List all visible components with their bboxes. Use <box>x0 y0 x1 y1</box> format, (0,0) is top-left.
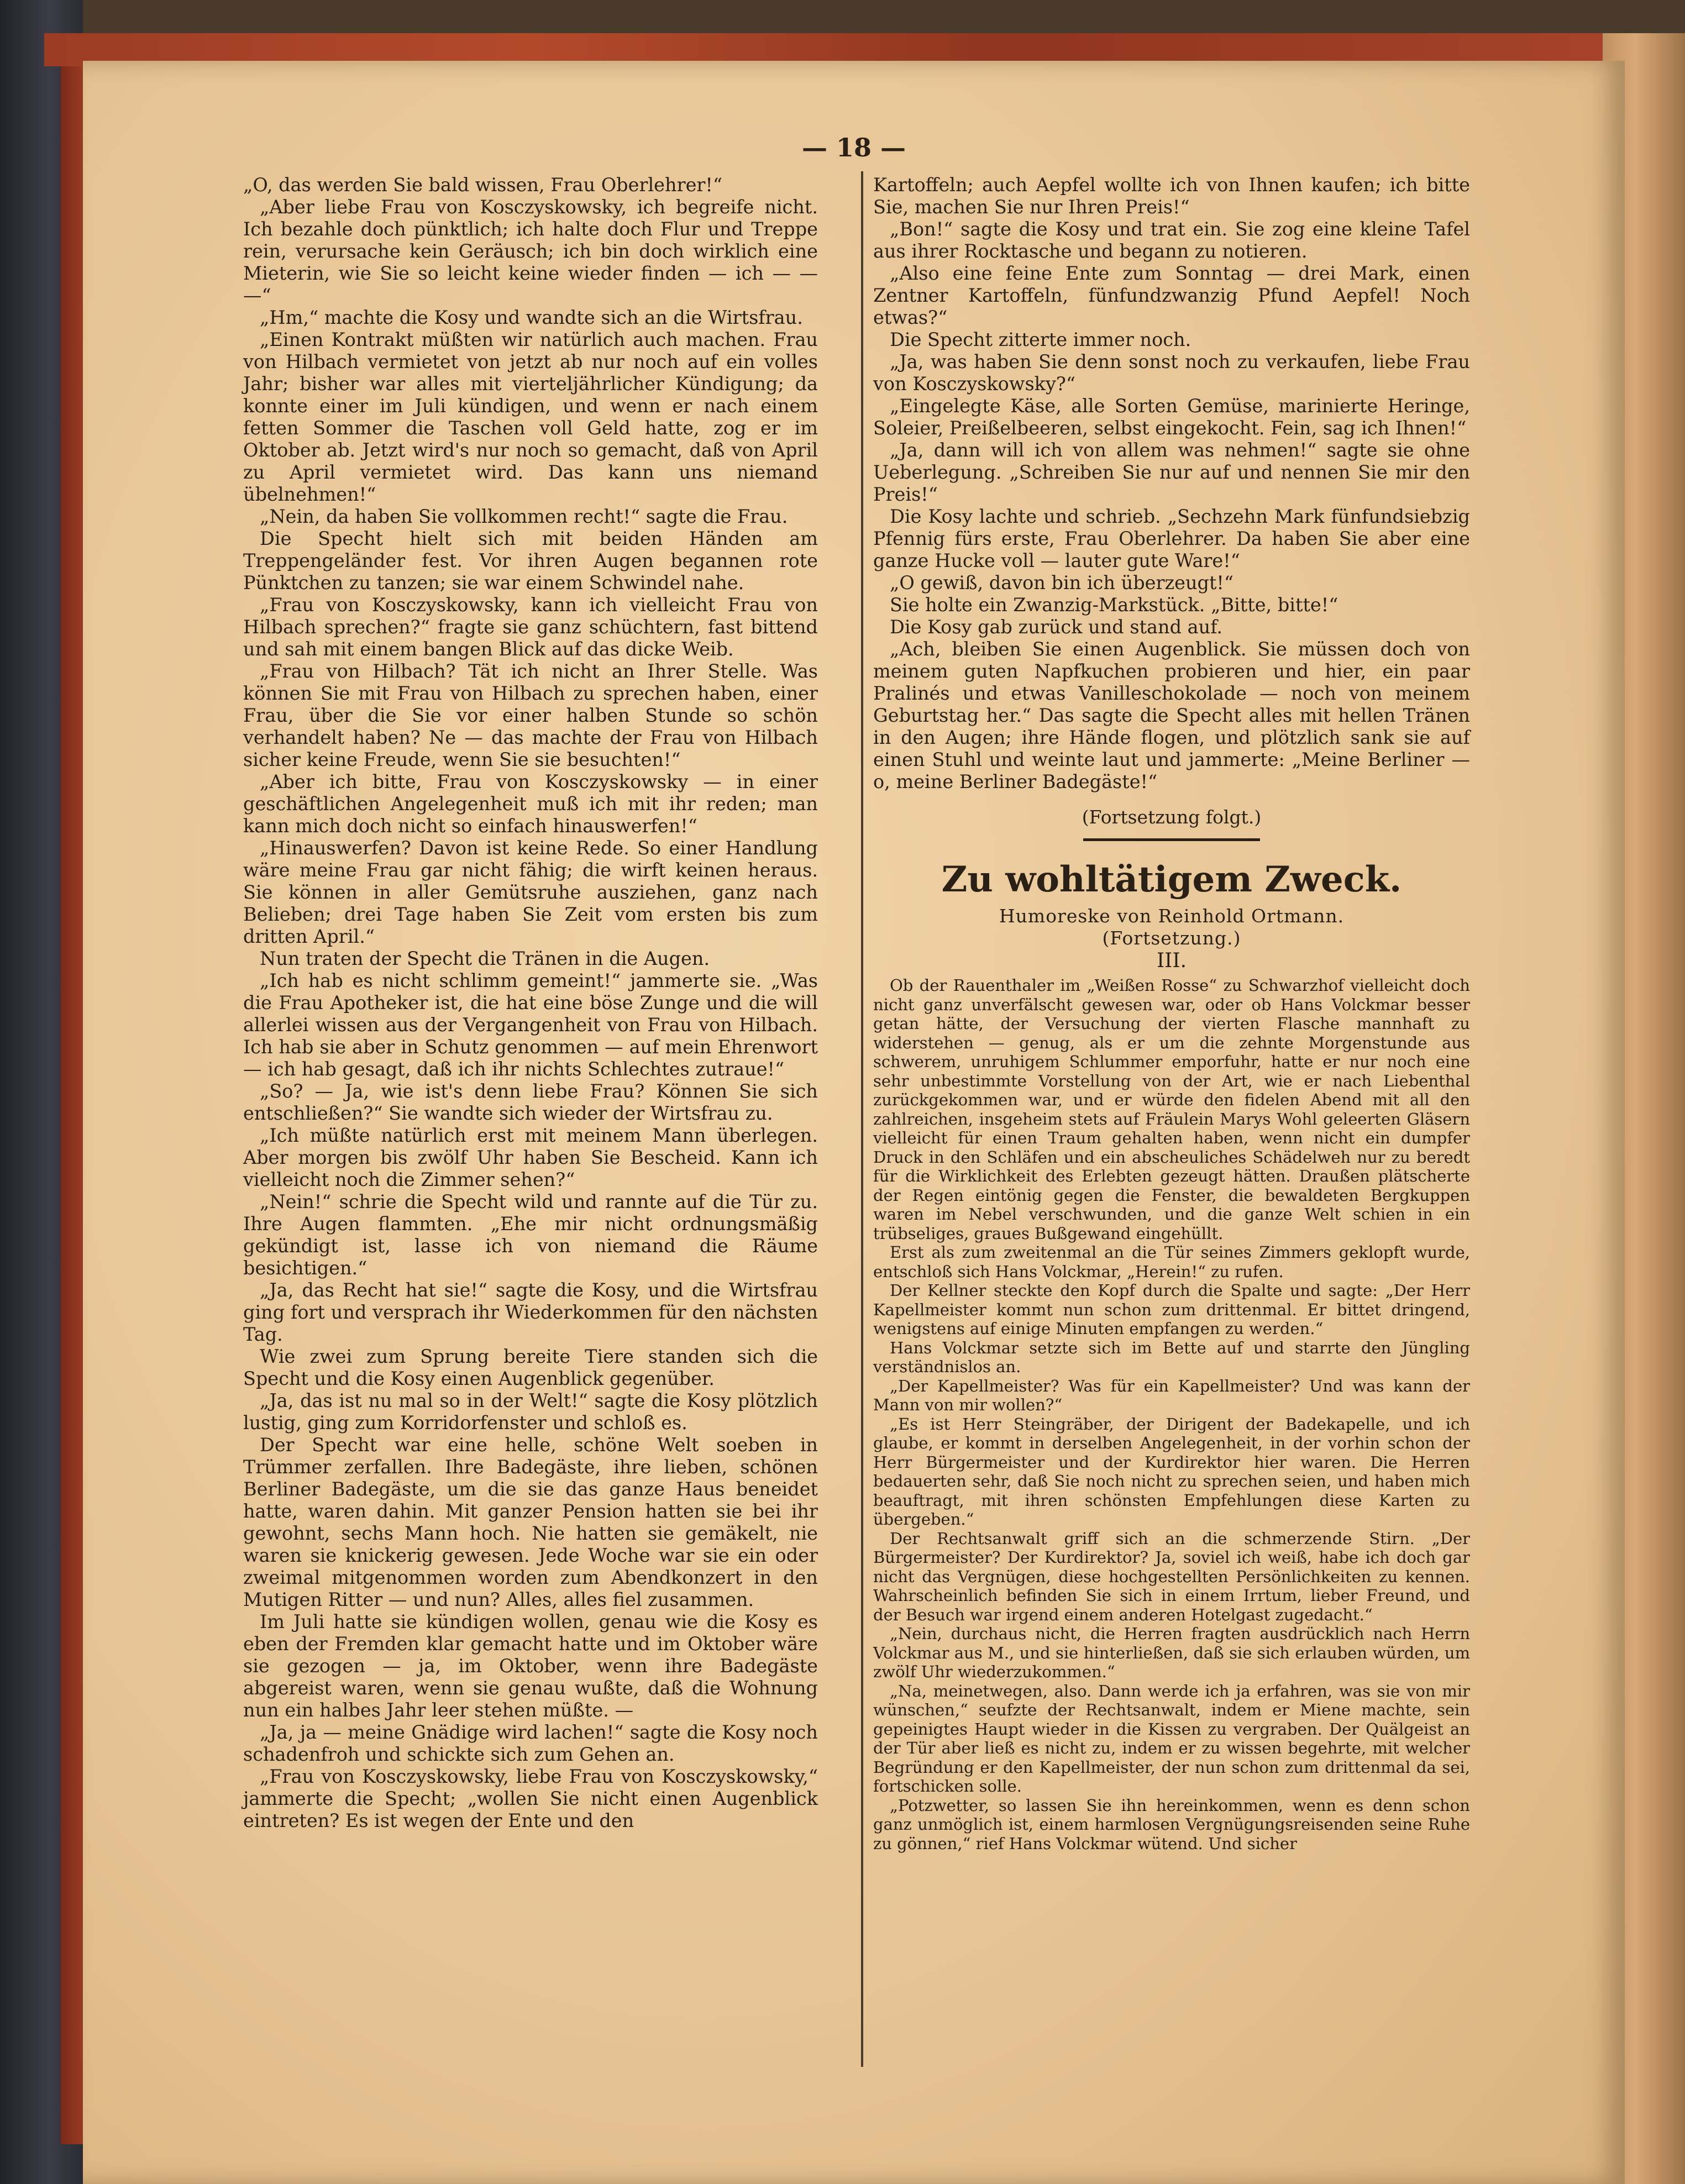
story-body <box>873 976 1470 1853</box>
right-column <box>873 174 1470 1853</box>
continued-note: (Fortsetzung folgt.) <box>1082 806 1262 828</box>
paragraph: „Eingelegte Käse, alle Sorten Gemüse, marinierte Heringe, Soleier, Preißelbeeren, selbst eingekocht. Fein, sag ich Ihnen!“ <box>873 395 1470 439</box>
paragraph: Im Juli hatte sie kündigen wollen, genau wie die Kosy es eben der Fremden klar gemacht hatte und im Oktober wäre sie gezogen — ja, im Oktober, wenn ihre Badegäste abgereist waren, wenn sie genau wußte, daß die Wohnung nun ein halbes Jahr leer stehen müßte. — <box>243 1611 818 1721</box>
story-title: Zu wohltätigem Zweck. <box>941 859 1402 900</box>
paragraph: „Ja, was haben Sie denn sonst noch zu verkaufen, liebe Frau von Kosczyskowsky?“ <box>873 351 1470 395</box>
paragraph: „Ja, das ist nu mal so in der Welt!“ sagte die Kosy plötzlich lustig, ging zum Korridorfenster und schloß es. <box>243 1390 818 1434</box>
paragraph: „Einen Kontrakt müßten wir natürlich auch machen. Frau von Hilbach vermietet von jetzt ab nur noch auf ein volles Jahr; bisher war alles mit vierteljährlicher Kündigung; da konnte einer im Juli kündigen, und wenn er nach einem fetten Sommer die Taschen voll Geld hatte, zog er im Oktober ab. Jetzt wird's nur noch so gemacht, daß von April zu April vermietet wird. Das kann uns niemand übelnehmen!“ <box>243 329 818 505</box>
story-subtitle: Humoreske von Reinhold Ortmann. <box>999 905 1345 927</box>
paragraph: Die Kosy lachte und schrieb. „Sechzehn Mark fünfundsiebzig Pfennig fürs erste, Frau Oberlehrer. Da haben Sie aber eine ganze Hucke voll — lauter gute Ware!“ <box>873 506 1470 571</box>
paragraph: „Aber ich bitte, Frau von Kosczyskowsky — in einer geschäftlichen Angelegenheit muß ich mit ihr reden; man kann mich doch nicht so einfach hinauswerfen!“ <box>243 771 818 837</box>
paragraph: „O, das werden Sie bald wissen, Frau Oberlehrer!“ <box>243 174 723 196</box>
paragraph: Die Kosy gab zurück und stand auf. <box>890 616 1223 638</box>
paragraph: „Nein, durchaus nicht, die Herren fragten ausdrücklich nach Herrn Volckmar aus M., und sie hinterließen, daß sie sich erlauben würden, um zwölf Uhr wiederzukommen.“ <box>873 1624 1470 1681</box>
column-divider <box>861 171 863 2067</box>
paragraph: Erst als zum zweitenmal an die Tür seines Zimmers geklopft wurde, entschloß sich Hans Volckmar, „Herein!“ zu rufen. <box>873 1243 1470 1281</box>
paragraph: „Also eine feine Ente zum Sonntag — drei Mark, einen Zentner Kartoffeln, fünfundzwanzig Pfund Aepfel! Noch etwas?“ <box>873 262 1470 328</box>
paragraph: „Hm,“ machte die Kosy und wandte sich an die Wirtsfrau. <box>260 307 803 328</box>
paragraph: „Ich müßte natürlich erst mit meinem Mann überlegen. Aber morgen bis zwölf Uhr haben Sie Bescheid. Kann ich vielleicht noch die Zimmer sehen?“ <box>243 1125 818 1190</box>
paragraph: Der Specht war eine helle, schöne Welt soeben in Trümmer zerfallen. Ihre Badegäste, ihre lieben, schönen Berliner Badegäste, um die sie das ganze Haus beneidet hatte, waren dahin. Mit ganzer Pension hatten sie bei ihr gewohnt, sechs Mann hoch. Nie hatten sie gemäkelt, nie waren sie knickerig gewesen. Jede Woche war sie ein oder zweimal mitgenommen worden zum Abendkonzert in den Mutigen Ritter — und nun? Alles, alles fiel zusammen. <box>243 1434 818 1610</box>
paragraph: „Frau von Hilbach? Tät ich nicht an Ihrer Stelle. Was können Sie mit Frau von Hilbach zu sprechen haben, einer Frau, über die Sie vor einer halben Stunde so schön verhandelt haben? Ne — das machte der Frau von Hilbach sicher keine Freude, wenn Sie sie besuchten!“ <box>243 660 818 770</box>
paragraph: Wie zwei zum Sprung bereite Tiere standen sich die Specht und die Kosy einen Augenblick gegenüber. <box>243 1346 818 1389</box>
paragraph: „Bon!“ sagte die Kosy und trat ein. Sie zog eine kleine Tafel aus ihrer Rocktasche und begann zu notieren. <box>873 218 1470 262</box>
paragraph: „Ja, das Recht hat sie!“ sagte die Kosy, und die Wirtsfrau ging fort und versprach ihr Wiederkommen für den nächsten Tag. <box>243 1279 818 1345</box>
paragraph: Sie holte ein Zwanzig-Markstück. „Bitte, bitte!“ <box>890 594 1338 616</box>
paragraph: „So? — Ja, wie ist's denn liebe Frau? Können Sie sich entschließen?“ Sie wandte sich wieder der Wirtsfrau zu. <box>243 1080 818 1124</box>
paragraph: Kartoffeln; auch Aepfel wollte ich von Ihnen kaufen; ich bitte Sie, machen Sie nur Ihren Preis!“ <box>873 174 1470 218</box>
story-continuation: (Fortsetzung.) <box>1102 927 1241 949</box>
paragraph: „Ich hab es nicht schlimm gemeint!“ jammerte sie. „Was die Frau Apotheker ist, die hat eine böse Zunge und die will allerlei wissen aus der Vergangenheit von Frau von Hilbach. Ich hab sie aber in Schutz genommen — auf mein Ehrenwort — ich hab gesagt, daß ich ihr nichts Schlechtes zutraue!“ <box>243 970 818 1080</box>
paragraph: „Hinauswerfen? Davon ist keine Rede. So einer Handlung wäre meine Frau gar nicht fähig; die wirft keinen heraus. Sie können in aller Gemütsruhe ausziehen, ganz nach Belieben; drei Tage haben Sie Zeit vom ersten bis zum dritten April.“ <box>243 837 818 947</box>
paragraph: Der Rechtsanwalt griff sich an die schmerzende Stirn. „Der Bürgermeister? Der Kurdirektor? Ja, soviel ich weiß, habe ich doch gar nicht das Vergnügen, diese hochgestellten Persönlichkeiten zu kennen. Wahrscheinlich befinden Sie sich in einem Irrtum, lieber Freund, und der Besuch war irgend einem anderen Hotelgast zugedacht.“ <box>873 1529 1470 1624</box>
paragraph: „Ach, bleiben Sie einen Augenblick. Sie müssen doch von meinem guten Napfkuchen probieren und hier, ein paar Pralinés und etwas Vanilleschokolade — noch von meinem Geburtstag her.“ Das sagte die Specht alles mit hellen Tränen in den Augen; ihre Hände flogen, und plötzlich sank sie auf einen Stuhl und weinte laut und jammerte: „Meine Berliner — o, meine Berliner Badegäste!“ <box>873 638 1470 792</box>
paragraph: „Frau von Kosczyskowsky, liebe Frau von Kosczyskowsky,“ jammerte die Specht; „wollen Sie nicht einen Augenblick eintreten? Es ist wegen der Ente und den <box>243 1766 818 1831</box>
paragraph: Der Kellner steckte den Kopf durch die Spalte und sagte: „Der Herr Kapellmeister kommt nun schon zum drittenmal. Er bittet dringend, wenigstens auf einige Minuten empfangen zu werden.“ <box>873 1281 1470 1338</box>
paragraph: Hans Volckmar setzte sich im Bette auf und starrte den Jüngling verständnislos an. <box>873 1338 1470 1376</box>
paragraph: Ob der Rauenthaler im „Weißen Rosse“ zu Schwarzhof vielleicht doch nicht ganz unverfälscht gewesen war, oder ob Hans Volckmar besser getan hätte, der Versuchung der vierten Flasche mannhaft zu widerstehen — genug, als er um die zehnte Morgenstunde aus schwerem, unruhigem Schlummer emporfuhr, hatte er nur noch eine sehr unbestimmte Vorstellung von der Art, wie er nach Liebenthal zurückgekommen war, und er würde den fidelen Abend mit all den zahlreichen, insgeheim stets auf Fräulein Marys Wohl geleerten Gläsern vielleicht für einen Traum gehalten haben, wenn nicht ein dumpfer Druck in den Schläfen und ein abscheuliches Schädelweh nur zu beredt für die Wirklichkeit des Erlebten gezeugt hätten. Draußen plätscherte der Regen eintönig gegen die Fenster, die bewaldeten Bergkuppen waren im Nebel verschwunden, und die ganze Welt schien in ein trübseliges, graues Bußgewand eingehüllt. <box>873 976 1470 1243</box>
paragraph: „Ja, ja — meine Gnädige wird lachen!“ sagte die Kosy noch schadenfroh und schickte sich zum Gehen an. <box>243 1721 818 1765</box>
paragraph: „Na, meinetwegen, also. Dann werde ich ja erfahren, was sie von mir wünschen,“ seufzte der Rechtsanwalt, indem er Miene machte, sein gepeinigtes Haupt wieder in die Kissen zu vergraben. Der Quälgeist an der Tür aber ließ es nicht zu, indem er zu wissen begehrte, mit welcher Begründung er den Kapellmeister, der nun schon zum drittenmal da sei, fortschicken solle. <box>873 1681 1470 1796</box>
left-column <box>243 174 818 1832</box>
paragraph: „O gewiß, davon bin ich überzeugt!“ <box>890 572 1234 594</box>
paragraph: „Ja, dann will ich von allem was nehmen!“ sagte sie ohne Ueberlegung. „Schreiben Sie nur auf und nennen Sie mir den Preis!“ <box>873 439 1470 505</box>
paragraph: Nun traten der Specht die Tränen in die Augen. <box>260 948 710 969</box>
page-number: — 18 — <box>801 133 906 162</box>
paragraph: „Potzwetter, so lassen Sie ihn hereinkommen, wenn es denn schon ganz unmöglich ist, einem harmlosen Vergnügungsreisenden seine Ruhe zu gönnen,“ rief Hans Volckmar wütend. Und sicher <box>873 1796 1470 1853</box>
paragraph: „Nein!“ schrie die Specht wild und rannte auf die Tür zu. Ihre Augen flammten. „Ehe mir nicht ordnungsmäßig gekündigt ist, lasse ich von niemand die Räume besichtigen.“ <box>243 1191 818 1279</box>
paragraph: „Frau von Kosczyskowsky, kann ich vielleicht Frau von Hilbach sprechen?“ fragte sie ganz schüchtern, fast bittend und sah mit einem bangen Blick auf das dicke Weib. <box>243 594 818 660</box>
chapter-number: III. <box>1156 949 1187 972</box>
paragraph: „Es ist Herr Steingräber, der Dirigent der Badekapelle, und ich glaube, er kommt in derselben Angelegenheit, in der vorhin schon der Herr Bürgermeister und der Kurdirektor hier waren. Die Herren bedauerten sehr, daß Sie noch nicht zu sprechen seien, und haben mich beauftragt, mit ihren schönsten Empfehlungen diese Karten zu übergeben.“ <box>873 1414 1470 1529</box>
scanned-page <box>83 61 1625 2184</box>
paragraph: „Der Kapellmeister? Was für ein Kapellmeister? Und was kann der Mann von mir wollen?“ <box>873 1376 1470 1414</box>
section-rule <box>1083 838 1260 841</box>
paragraph: Die Specht hielt sich mit beiden Händen am Treppengeländer fest. Vor ihren Augen begannen rote Pünktchen zu tanzen; sie war einem Schwindel nahe. <box>243 528 818 594</box>
paragraph: „Aber liebe Frau von Kosczyskowsky, ich begreife nicht. Ich bezahle doch pünktlich; ich halte doch Flur und Treppe rein, verursache kein Geräusch; ich bin doch wirklich eine Mieterin, wie Sie so leicht keine wieder finden — ich — — —“ <box>243 196 818 306</box>
paragraph: Die Specht zitterte immer noch. <box>890 329 1191 350</box>
paragraph: „Nein, da haben Sie vollkommen recht!“ sagte die Frau. <box>260 506 788 527</box>
